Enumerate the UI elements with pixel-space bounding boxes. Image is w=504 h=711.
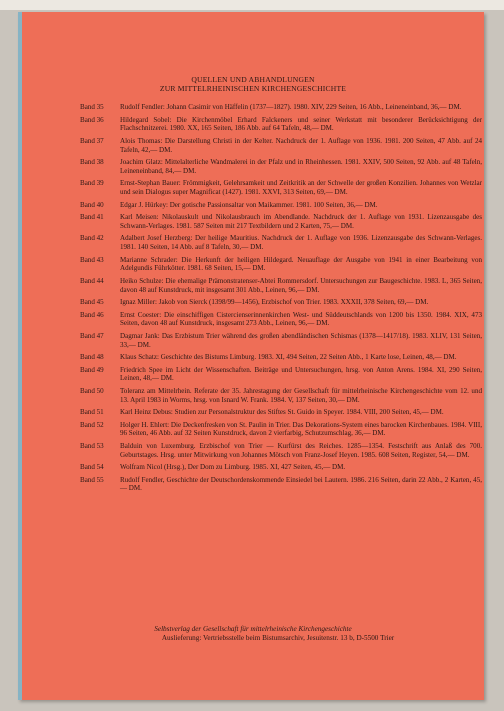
volume-description: Ignaz Miller: Jakob von Sierck (1398/99—1456), Erzbischof von Trier. 1983. XXXII, 378 Seiten, 69,— DM. — [120, 298, 429, 307]
volume-number: Band 42 — [80, 234, 104, 243]
volume-number: Band 40 — [80, 200, 104, 209]
volume-list — [80, 103, 482, 497]
list-item — [80, 201, 482, 210]
volume-description: Ernst-Stephan Bauer: Frömmigkeit, Gelehrsamkeit und Zeitkritik an der Schwelle der großen Konzilien. Johannes von Wetzlar und sein Dialogus super Magnificat (1427). 1981. XXVI, 313 Seiten, 69,— DM. — [120, 179, 482, 196]
volume-description: Klaus Schatz: Geschichte des Bistums Limburg. 1983. XI, 494 Seiten, 22 Seiten Abb., 1 Karte lose, Leinen, 48,— DM. — [120, 353, 457, 362]
volume-description: Toleranz am Mittelrhein. Referate der 35. Jahrestagung der Gesellschaft für mittelrheinische Kirchengeschichte vom 12. und 13. April 1983 in Worms, hrsg. von Isnard W. Frank. 1984. V, 137 Seiten, 30,— DM. — [120, 386, 482, 404]
volume-number: Band 45 — [80, 298, 104, 307]
volume-number: Band 49 — [80, 365, 104, 374]
list-item — [80, 103, 482, 112]
volume-number: Band 50 — [80, 386, 104, 395]
series-heading-line-2: ZUR MITTELRHEINISCHEN KIRCHENGESCHICHTE — [159, 84, 347, 93]
volume-number: Band 48 — [80, 353, 104, 362]
list-item — [80, 179, 482, 196]
volume-number: Band 54 — [80, 463, 104, 472]
volume-description: Rudolf Fendler, Geschichte der Deutschordenskommende Einsiedel bei Lautern. 1986. 216 Seiten, darin 22 Abb., 2 Karten, 45,— DM. — [120, 475, 482, 493]
list-item — [80, 476, 482, 493]
volume-number: Band 47 — [80, 331, 104, 340]
volume-description: Hildegard Sobel: Die Kirchenmöbel Erhard Falckeners und seiner Werkstatt mit besonderer Berücksichtigung der Flachschnitzerei. 1980. XX, 165 Seiten, 186 Abb. auf 64 Tafeln, 48,— DM. — [120, 115, 482, 133]
list-item — [80, 277, 482, 294]
list-item — [80, 137, 482, 154]
volume-number: Band 36 — [80, 115, 104, 124]
publisher-footer — [22, 625, 484, 643]
list-item — [80, 408, 482, 417]
list-item — [80, 332, 482, 349]
volume-description: Dagmar Jank: Das Erzbistum Trier während des großen abendländischen Schismas (1378—1417/18). 1983. XLIV, 131 Seiten, 33,— DM. — [120, 331, 482, 349]
volume-description: Rudolf Fendler: Johann Casimir von Häffelin (1737—1827). 1980. XIV, 229 Seiten, 16 Abb., Leineneinband, 36,— DM. — [120, 103, 462, 111]
volume-number: Band 41 — [80, 213, 104, 222]
volume-description: Karl Meisen: Nikolauskult und Nikolausbrauch im Abendlande. Nachdruck der 1. Auflage von 1931. Lizenzausgabe des Schwann-Verlages. 1981. 587 Seiten mit 217 Textbildern und 2 Karten, 75,— DM. — [120, 213, 482, 230]
volume-description: Holger H. Ehlert: Die Deckenfresken von St. Paulin in Trier. Das Dekorations-System eines barocken Kirchenbaues. 1984. VIII, 96 Seiten, 46 Abb. auf 32 Seiten Kunstdruck, davon 2 vierfarbig, Schutzumschlag, 36,— DM. — [120, 420, 482, 438]
volume-description: Ernst Coester: Die einschiffigen Cistercienserinnenkirchen West- und Süddeutschlands von 1200 bis 1350. 1984. XIX, 473 Seiten, davon 48 auf Kunstdruck, insgesamt 273 Abb., Leinen, 96,— DM. — [120, 310, 482, 328]
back-cover — [18, 12, 484, 700]
volume-description: Joachim Glatz: Mittelalterliche Wandmalerei in der Pfalz und in Rheinhessen. 1981. XXIV, 500 Seiten, 92 Abb. auf 48 Tafeln, Leineneinband, 84,— DM. — [120, 158, 482, 175]
volume-number: Band 38 — [80, 158, 104, 167]
volume-number: Band 43 — [80, 255, 104, 264]
scan-background — [0, 0, 504, 10]
distribution-address: Auslieferung: Vertriebsstelle beim Bistumsarchiv, Jesuitenstr. 13 b, D-5500 Trier — [161, 634, 395, 642]
list-item — [80, 213, 482, 230]
volume-description: Wolfram Nicol (Hrsg.), Der Dom zu Limburg. 1985. XI, 427 Seiten, 45,— DM. — [120, 463, 346, 472]
series-heading-line-1: QUELLEN UND ABHANDLUNGEN — [191, 75, 315, 84]
volume-number: Band 35 — [80, 103, 104, 111]
list-item — [80, 366, 482, 383]
volume-number: Band 44 — [80, 276, 104, 285]
series-heading — [22, 75, 484, 93]
list-item — [80, 353, 482, 362]
list-item — [80, 442, 482, 459]
volume-description: Karl Heinz Debus: Studien zur Personalstruktur des Stiftes St. Guido in Speyer. 1984. VIII, 200 Seiten, 45,— DM. — [120, 408, 444, 417]
volume-description: Alois Thomas: Die Darstellung Christi in der Kelter. Nachdruck der 1. Auflage von 1936. 1981. 200 Seiten, 47 Abb. auf 24 Tafeln, 42,— DM. — [120, 136, 482, 154]
list-item — [80, 298, 482, 307]
list-item — [80, 421, 482, 438]
list-item — [80, 463, 482, 472]
volume-number: Band 46 — [80, 310, 104, 319]
list-item — [80, 116, 482, 133]
volume-description: Heiko Schulze: Die ehemalige Prämonstratenser-Abtei Rommersdorf. Untersuchungen zur Baugeschichte. 1983. L, 365 Seiten, davon 48 auf Kunstdruck, mit insgesamt 301 Abb., Leinen, 96,— DM. — [120, 276, 482, 294]
volume-description: Friedrich Spee im Licht der Wissenschaften. Beiträge und Untersuchungen, hrsg. von Anton Arens. 1984. XI, 290 Seiten, Leinen, 48,— DM. — [120, 365, 482, 383]
list-item — [80, 234, 482, 251]
volume-number: Band 39 — [80, 179, 104, 188]
volume-number: Band 53 — [80, 441, 104, 450]
volume-number: Band 52 — [80, 420, 104, 429]
volume-description: Marianne Schrader: Die Herkunft der heiligen Hildegard. Neuauflage der Ausgabe von 1941 in einer Bearbeitung von Adelgundis Führkötter. 1981. 68 Seiten, 15,— DM. — [120, 255, 482, 273]
volume-number: Band 51 — [80, 408, 104, 417]
list-item — [80, 158, 482, 175]
publisher-imprint: Selbstverlag der Gesellschaft für mittelrheinische Kirchengeschichte — [154, 625, 352, 633]
list-item — [80, 256, 482, 273]
volume-description: Balduin von Luxemburg. Erzbischof von Trier — Kurfürst des Reiches. 1285—1354. Festschrift aus Anlaß des 700. Geburtstages. Hrsg. unter Mitwirkung von Johannes Mötsch von Franz-Josef Heyen. 1985. 608 Seiten, Register, 54,— DM. — [120, 441, 482, 459]
volume-description: Edgar J. Hürkey: Der gotische Passionsaltar von Maikammer. 1981. 100 Seiten, 36,— DM. — [120, 200, 378, 209]
volume-description: Adalbert Josef Herzberg: Der heilige Mauritius. Nachdruck der 1. Auflage von 1936. Lizenzausgabe des Schwann-Verlages. 1981. 140 Seiten, 14 Abb. auf 8 Tafeln, 30,— DM. — [120, 234, 482, 252]
list-item — [80, 387, 482, 404]
volume-number: Band 55 — [80, 475, 104, 484]
list-item — [80, 311, 482, 328]
volume-number: Band 37 — [80, 136, 104, 145]
